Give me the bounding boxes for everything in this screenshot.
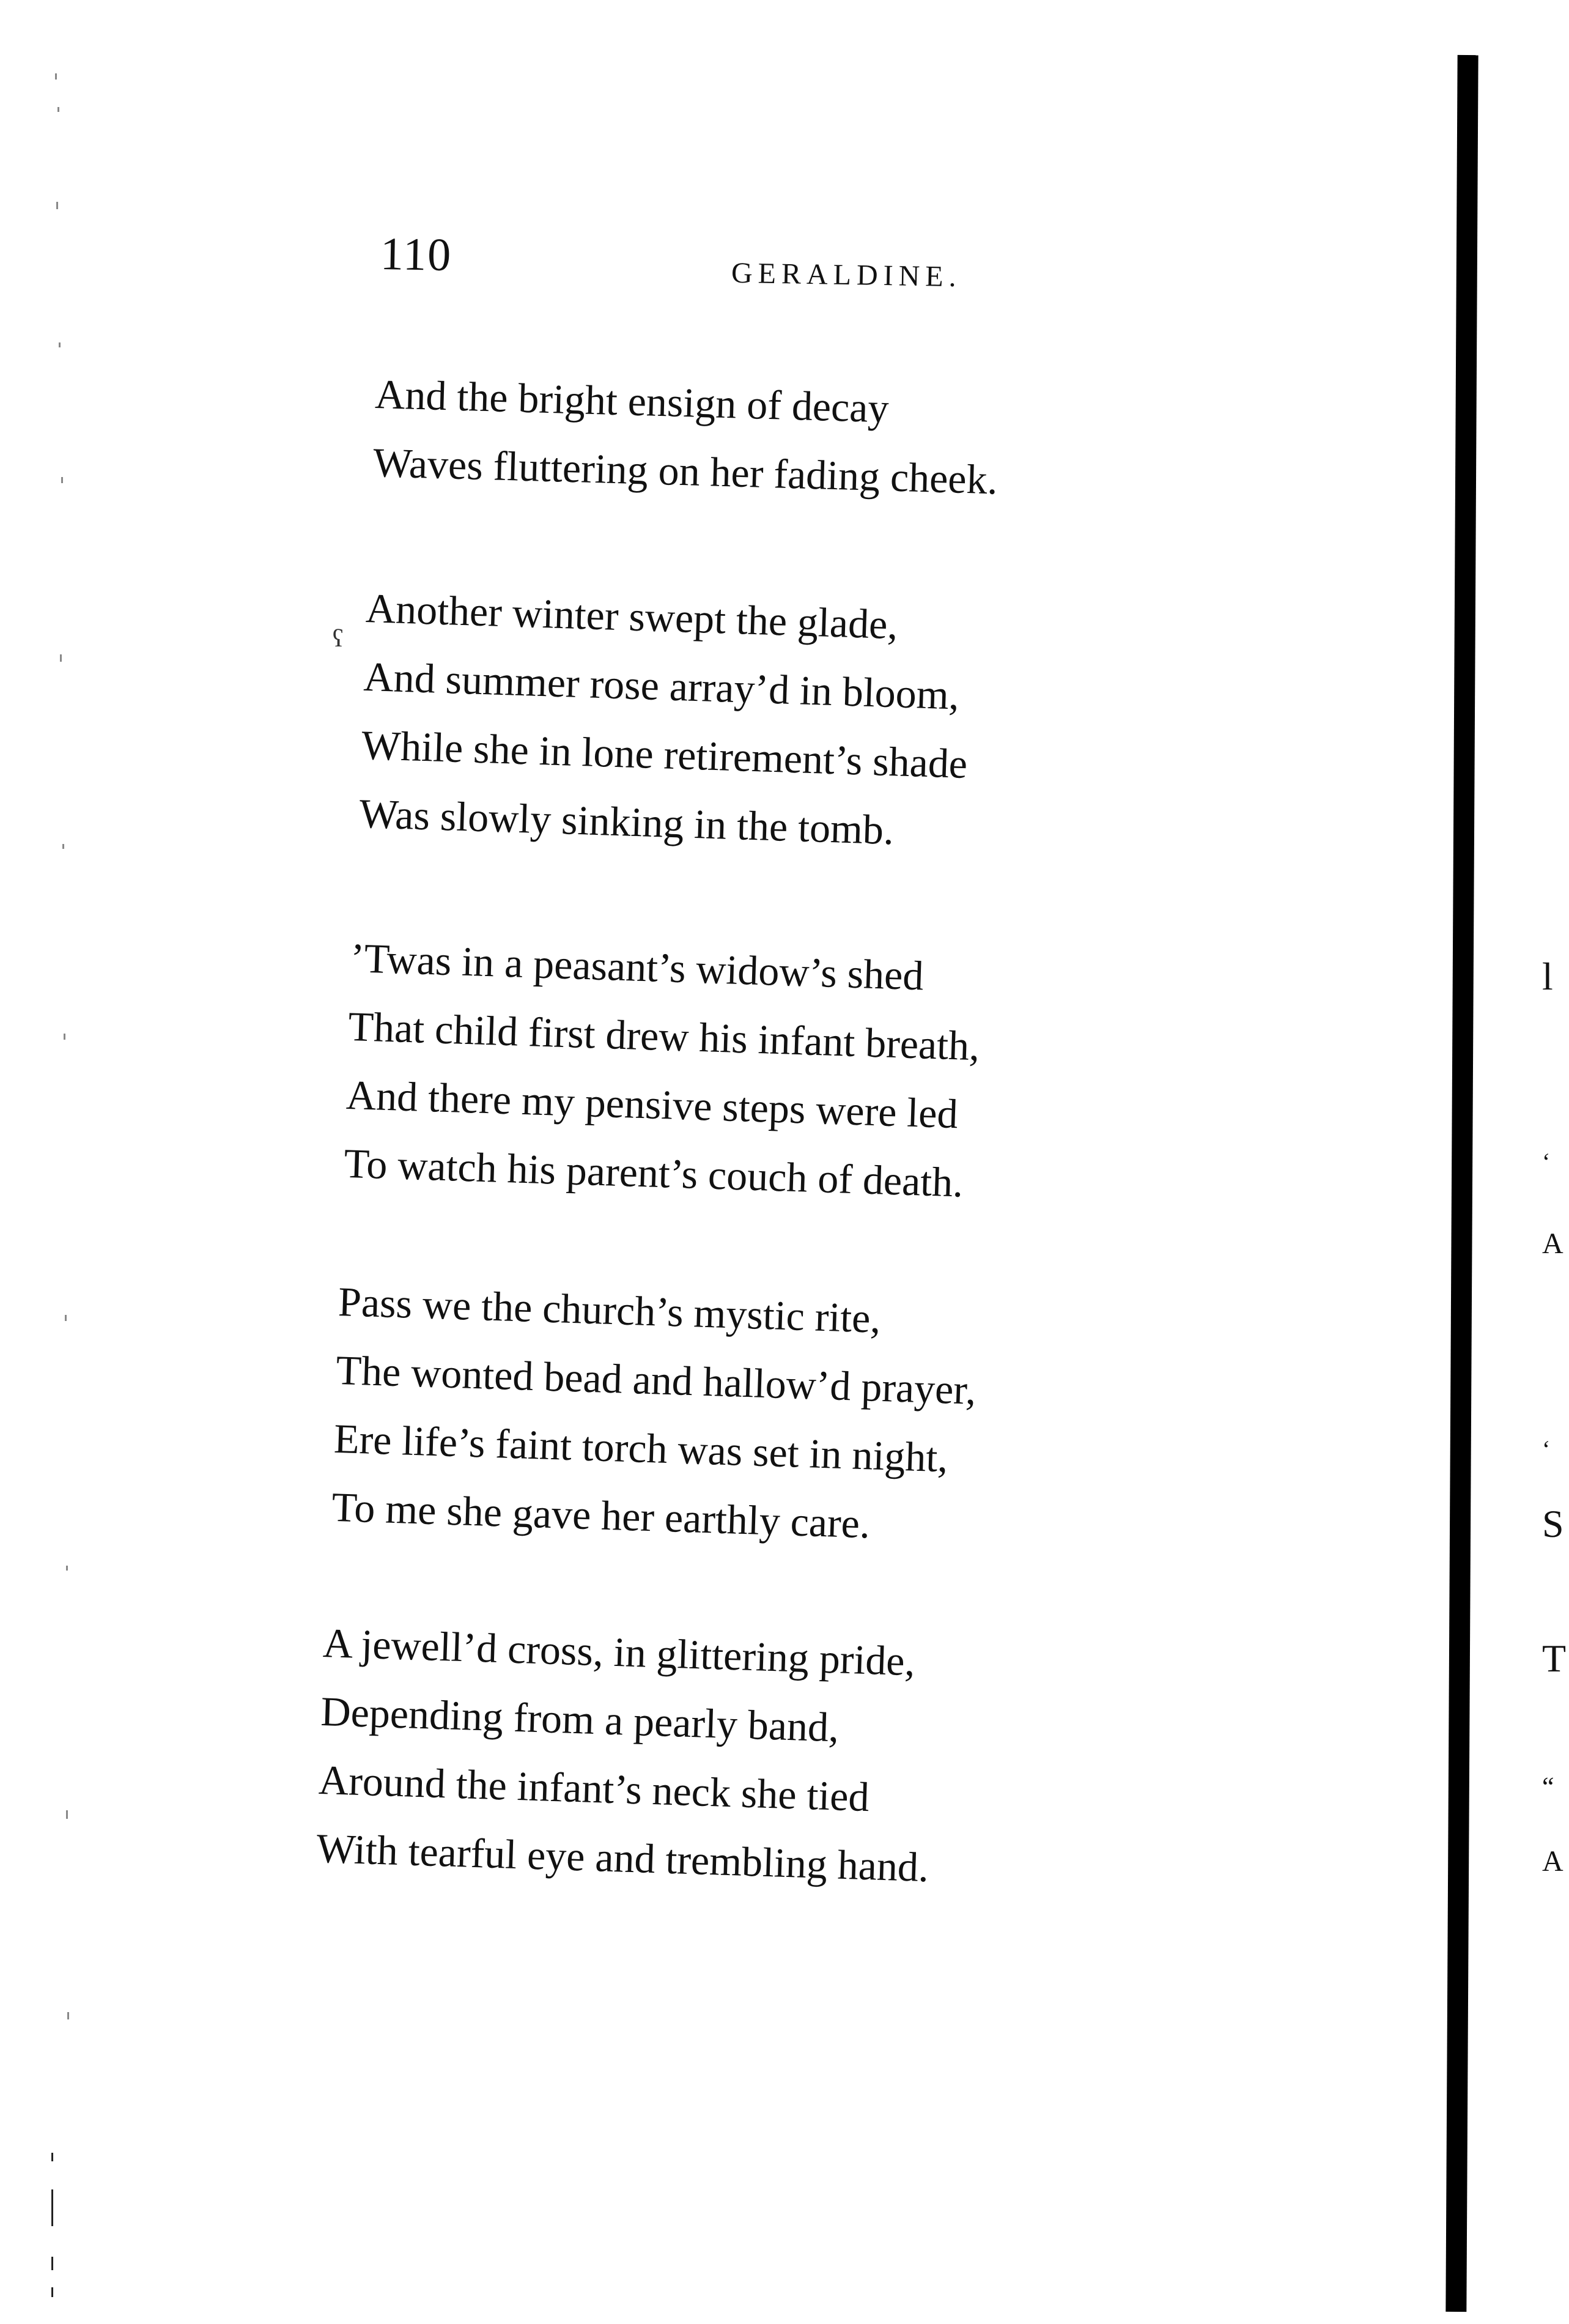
verse-line: Depending from a pearly band,	[320, 1687, 840, 1751]
verse-line: Pass we the church’s mystic rite,	[338, 1278, 882, 1342]
margin-speck	[51, 2189, 53, 2226]
stray-ink-mark: ʕ	[333, 624, 344, 652]
facing-page-glyph: ‘	[1542, 1148, 1551, 1175]
verse-line: Ere life’s faint torch was set in night,	[333, 1415, 949, 1481]
margin-speck	[61, 477, 63, 483]
margin-speck	[51, 2287, 53, 2297]
margin-speck	[60, 654, 62, 662]
margin-speck	[66, 1810, 68, 1819]
margin-speck	[65, 1315, 67, 1321]
stanza	[316, 1608, 936, 1901]
verse-line: Around the infant’s neck she tied	[318, 1756, 870, 1821]
margin-speck	[51, 2153, 53, 2161]
facing-page-glyph: A	[1542, 1227, 1563, 1260]
stanza	[331, 1267, 980, 1561]
stanza	[343, 923, 983, 1217]
verse-line: To me she gave her earthly care.	[331, 1483, 871, 1547]
verse-line: Another winter swept the glade,	[365, 584, 899, 648]
facing-page-glyph: S	[1542, 1502, 1564, 1545]
verse-line: ’Twas in a peasant’s widow’s shed	[350, 934, 925, 999]
verse-line: Was slowly sinking in the tomb.	[358, 790, 895, 854]
facing-page-glyph: “	[1542, 1772, 1554, 1802]
verse-line: And the bright ensign of decay	[374, 370, 890, 432]
verse-line: With tearful eye and trembling hand.	[316, 1824, 930, 1891]
margin-speck	[67, 2012, 69, 2019]
verse-line: The wonted bead and hallow’d prayer,	[335, 1346, 977, 1413]
margin-speck	[59, 342, 61, 347]
margin-speck	[55, 73, 57, 80]
verse-line: Waves fluttering on her fading cheek.	[372, 439, 999, 503]
margin-speck	[66, 1566, 68, 1571]
verse-line: And summer rose array’d in bloom,	[363, 653, 960, 719]
margin-speck	[64, 1034, 65, 1040]
running-title: GERALDINE.	[731, 256, 962, 294]
verse-line: While she in lone retirement’s shade	[361, 721, 969, 787]
facing-page-glyph: l	[1542, 955, 1553, 998]
facing-page-glyph: ‘	[1542, 1435, 1551, 1463]
margin-speck	[56, 202, 58, 209]
book-spine-shadow	[1445, 55, 1478, 2312]
verse-line: And there my pensive steps were led	[345, 1071, 959, 1138]
facing-page-edge	[1541, 0, 1569, 2324]
page-number: 110	[380, 228, 452, 281]
left-margin-specks	[43, 0, 79, 2324]
margin-speck	[57, 107, 59, 112]
facing-page-glyph: T	[1542, 1637, 1567, 1680]
stanza	[372, 360, 1001, 514]
stanza	[358, 574, 973, 867]
verse-line: A jewell’d cross, in glittering pride,	[322, 1619, 916, 1685]
facing-page-glyph: A	[1542, 1845, 1563, 1878]
verse-line: To watch his parent’s couch of death.	[343, 1139, 964, 1206]
margin-speck	[62, 844, 64, 849]
margin-speck	[51, 2257, 53, 2270]
verse-line: That child first drew his infant breath,	[347, 1002, 981, 1070]
